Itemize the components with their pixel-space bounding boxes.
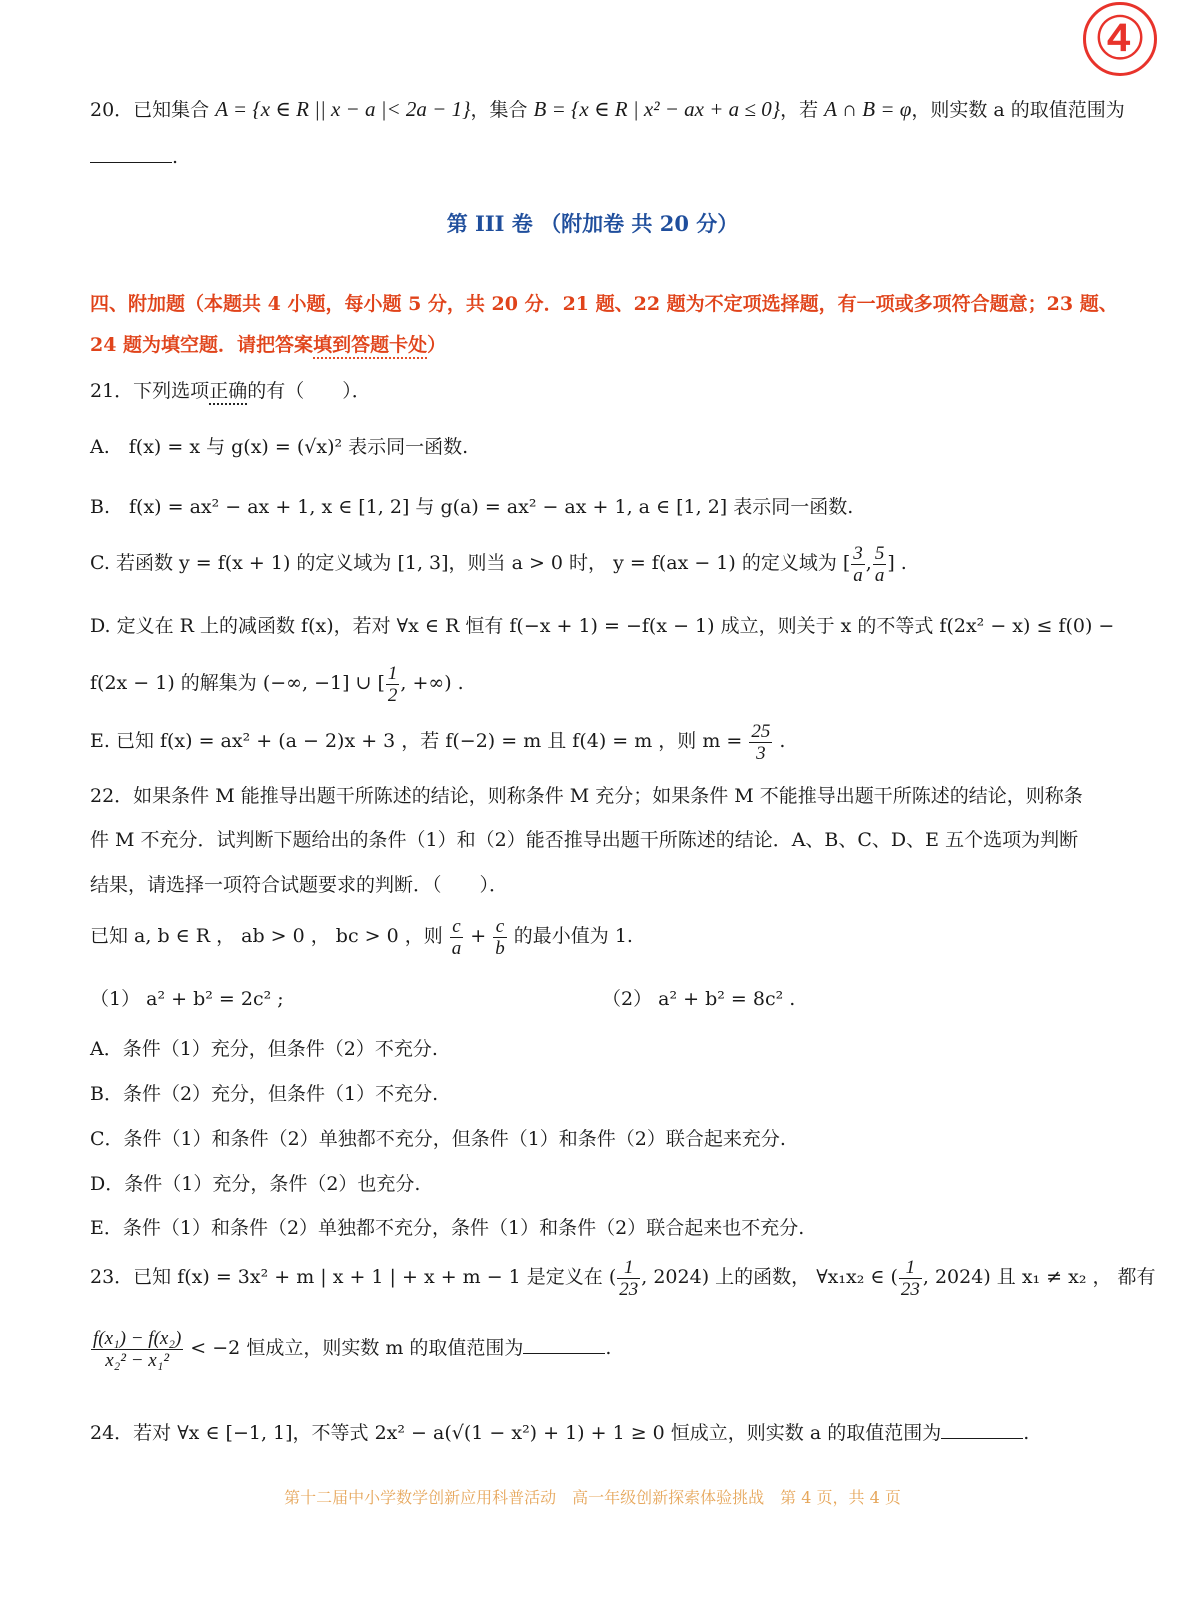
denominator: b [495,937,505,959]
set-a-expression: A = {x ∈ R || x − a |< 2a − 1} [215,97,471,121]
section-title: 第 III 卷 （附加卷 共 20 分） [446,211,739,236]
numerator: 1 [617,1257,640,1279]
q21-d-text: , +∞) . [400,672,464,694]
page-footer: 第十二届中小学数学创新应用科普活动 高一年级创新探索体验挑战 第 4 页，共 4 页 [284,1488,901,1507]
denominator: a [853,564,863,586]
q22-option-c: C．条件（1）和条件（2）单独都不充分，但条件（1）和条件（2）联合起来充分. [90,1128,786,1150]
q20-text: ，集合 [470,99,534,121]
q21-d-text: f(2x − 1) 的解集为 (−∞, −1] ∪ [ [90,672,385,694]
fraction [851,543,865,586]
q24-text: 24．若对 ∀x ∈ [−1, 1]，不等式 2x² − a(√(1 − x²) + 1) + 1 ≥ 0 恒成立，则实数 a 的取值范围为 [90,1422,942,1444]
numerator: 3 [853,542,863,564]
fraction [749,721,772,764]
fraction [493,916,507,959]
q24-end: . [1023,1422,1030,1444]
answer-blank[interactable] [941,1420,1023,1439]
q22-option-a: A．条件（1）充分，但条件（2）不充分. [90,1038,438,1060]
numerator: 1 [899,1257,922,1279]
condition-1: （1） a² + b² = 2c² ; [90,988,284,1010]
q23-text: 23．已知 f(x) = 3x² + m | x + 1 | + x + m − 1 是定义在 ( [90,1266,617,1288]
denominator: x₂² − x₁² [105,1349,170,1371]
answer-blank[interactable] [523,1335,605,1354]
q21-option-e [90,720,1120,764]
q21-option-d-line-1: D. 定义在 R 上的减函数 f(x)，若对 ∀x ∈ R 恒有 f(−x + 1) = −f(x − 1) 成立，则关于 x 的不等式 f(2x² − x) ≤ f(0) − [90,615,1115,637]
condition-2: （2） a² + b² = 8c² . [602,988,796,1010]
q22-conditions [90,986,1120,1012]
q21-option-b: B. f(x) = ax² − ax + 1, x ∈ [1, 2] 与 g(a) = ax² − ax + 1, a ∈ [1, 2] 表示同一函数. [90,496,854,518]
q20-text: 20．已知集合 [90,99,216,121]
numerator: 5 [874,542,885,564]
instructions-line-2 [90,332,1120,358]
instructions-line-1: 四、附加题（本题共 4 小题，每小题 5 分，共 20 分．21 题、22 题为不定项选择题，有一项或多项符合题意；23 题、 [90,293,1118,315]
q22-option-e: E．条件（1）和条件（2）单独都不充分，条件（1）和条件（2）联合起来也不充分. [90,1217,805,1239]
numerator: f(x₁) − f(x₂) [93,1327,182,1349]
denominator: a [451,937,462,959]
numerator: c [493,916,507,938]
intersection-condition: A ∩ B = φ [824,97,912,121]
q21-e-text: E. 已知 f(x) = ax² + (a − 2)x + 3 ，若 f(−2) = m 且 f(4) = m ，则 m = [90,730,749,752]
q22-paragraph-line-2: 件 M 不充分．试判断下题给出的条件（1）和（2）能否推导出题干所陈述的结论．A、B、C、D、E 五个选项为判断 [90,829,1079,851]
fraction [386,663,400,706]
denominator: a [874,564,885,586]
q21-c-text: ] . [887,552,907,574]
numerator: c [450,916,464,938]
set-b-expression: B = {x ∈ R | x² − ax + a ≤ 0} [533,97,781,121]
fraction [91,1328,183,1371]
q21-text: 的有（ ）． [247,380,371,402]
page-number-badge: ④ [1083,2,1157,76]
q22-option-b: B．条件（2）充分，但条件（1）不充分. [90,1083,439,1105]
q22-given: 已知 a, b ∈ R ， ab > 0 ， bc > 0 ，则 $\frac{c}{a}$ + $\frac{c}{b}$ 的最小值为 1. [90,915,633,959]
q20-text: ，则实数 a 的取值范围为 [911,99,1125,121]
fraction [899,1257,922,1300]
q22-option-d: D．条件（1）充分，条件（2）也充分. [90,1173,421,1195]
denominator: 23 [619,1278,639,1300]
answer-blank[interactable] [90,144,172,163]
instructions-text: 24 题为填空题．请把答案 [90,334,314,356]
question-20-line-2 [90,144,1120,170]
q23-text: , 2024) 且 x₁ ≠ x₂ ， 都有 [922,1266,1156,1288]
q23-line-2 [90,1325,1120,1371]
q21-e-text: . [773,730,786,752]
fraction [450,916,464,959]
q21-option-a: A. f(x) = x 与 g(x) = (√x)² 表示同一函数. [90,436,469,458]
denominator: 3 [756,742,766,764]
instructions-text: ） [427,334,447,356]
q23-text: , 2024) 上的函数， ∀x₁x₂ ∈ ( [641,1266,898,1288]
numerator: 1 [387,662,398,684]
instructions-emphasis: 填到答题卡处 [313,334,428,356]
fraction [873,543,887,586]
denominator: 2 [387,684,398,706]
q22-given-text: 的最小值为 1. [507,925,633,947]
question-20-line-1 [90,96,1125,123]
q21-option-d-line-2 [90,662,1120,706]
q22-paragraph-line-1: 22．如果条件 M 能推导出题干所陈述的结论，则称条件 M 充分；如果条件 M 不能推导出题干所陈述的结论，则称条 [90,785,1083,807]
q23-text: < −2 恒成立，则实数 m 的取值范围为 [184,1337,524,1359]
q20-end: . [172,146,179,168]
numerator: 25 [751,720,771,742]
q21-text: 21．下列选项 [90,380,210,402]
question-21-stem [90,378,1120,404]
q21-c-text: C. 若函数 y = f(x + 1) 的定义域为 [1, 3]，则当 a > 0 时， y = f(ax − 1) 的定义域为 [ [90,552,851,574]
q23-line-1 [90,1256,1156,1300]
fraction [617,1257,640,1300]
q20-text: ，若 [780,99,825,121]
q22-paragraph-line-3: 结果，请选择一项符合试题要求的判断．（ ）． [90,874,509,896]
q21-emphasis: 正确 [209,380,248,402]
q22-given-text: 已知 a, b ∈ R ， ab > 0 ， bc > 0 ，则 [90,925,449,947]
q23-end: . [605,1337,612,1359]
q21-option-c: C. 若函数 y = f(x + 1) 的定义域为 [1, 3]，则当 a > 0 时， y = f(ax − 1) 的定义域为 [ $\frac{3}{a}$ , $\frac{5}{a}$ ] . [90,542,907,586]
q24-line [90,1420,1120,1446]
denominator: 23 [900,1278,920,1300]
